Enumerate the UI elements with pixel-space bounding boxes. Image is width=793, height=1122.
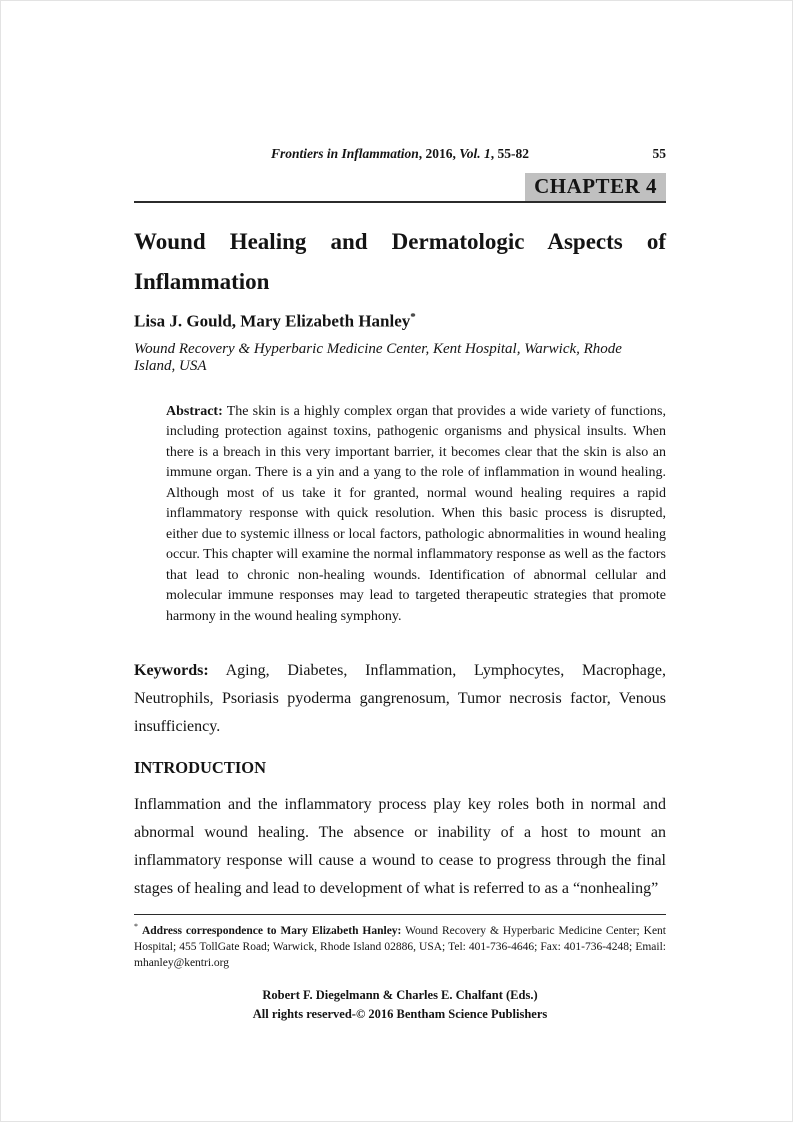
authors-names: Lisa J. Gould, Mary Elizabeth Hanley bbox=[134, 311, 411, 331]
chapter-title: Wound Healing and Dermatologic Aspects of Inflammation bbox=[134, 229, 666, 294]
journal-year: , 2016, bbox=[418, 146, 460, 161]
chapter-badge-row bbox=[134, 173, 666, 201]
section-heading-introduction: INTRODUCTION bbox=[134, 758, 267, 778]
page-content bbox=[134, 146, 666, 1024]
abstract-paragraph bbox=[166, 402, 666, 628]
keywords-text: Aging, Diabetes, Inflammation, Lymphocytes, Macrophage, Neutrophils, Psoriasis pyoderma gangrenosum, Tumor necrosis factor, Venous insufficiency. bbox=[134, 662, 666, 736]
journal-citation bbox=[271, 146, 529, 162]
chapter-badge: CHAPTER 4 bbox=[525, 173, 666, 201]
abstract-text: The skin is a highly complex organ that provides a wide variety of functions, including protection against toxins, pathogenic organisms and physical insults. When there is a breach in this very important barrier, it becomes clear that the skin is also an immune organ. There is a yin and a yang to the role of inflammation in wound healing. Although most of us take it for granted, normal wound healing requires a rapid inflammatory response with quick resolution. When this basic process is disrupted, either due to systemic illness or local factors, pathologic abnormalities in wound healing occur. This chapter will examine the normal inflammatory response as well as the factors that lead to chronic non-healing wounds. Identification of abnormal cellular and molecular immune responses may lead to targeted therapeutic strategies that promote harmony in the wound healing symphony. bbox=[166, 403, 666, 624]
journal-title: Frontiers in Inflammation bbox=[270, 146, 419, 161]
page-number: 55 bbox=[652, 146, 666, 161]
imprint-block bbox=[134, 986, 666, 1024]
footnote-label: Address correspondence to Mary Elizabeth Hanley: bbox=[141, 924, 402, 937]
footnote-rule bbox=[134, 914, 666, 915]
introduction-paragraph: Inflammation and the inflammatory process play key roles both in normal and abnormal wound healing. The absence or inability of a host to mount an inflammatory response will cause a wound to cease to progress through the final stages of healing and lead to development of what is referred to as a “nonhealing” bbox=[134, 796, 666, 898]
correspondence-footnote bbox=[134, 919, 666, 971]
imprint-editors: Robert F. Diegelmann & Charles E. Chalfant (Eds.) bbox=[262, 987, 538, 1002]
keywords-label: Keywords: bbox=[134, 662, 209, 680]
journal-volume: Vol. 1 bbox=[459, 146, 491, 161]
footnote-text: Wound Recovery & Hyperbaric Medicine Center; Kent Hospital; 455 TollGate Road; Warwick, Rhode Island 02886, USA; Tel: 401-736-4646; Fax: 401-736-4248; Email: mhanley@kentri.org bbox=[134, 924, 667, 969]
header-rule bbox=[134, 201, 666, 203]
abstract-label: Abstract: bbox=[166, 403, 223, 419]
correspondence-mark: * bbox=[410, 311, 416, 323]
footnote-mark: * bbox=[134, 922, 138, 932]
keywords-paragraph bbox=[134, 657, 666, 741]
affiliation-line: Wound Recovery & Hyperbaric Medicine Center, Kent Hospital, Warwick, Rhode Island, USA bbox=[134, 340, 622, 374]
journal-pages: , 55-82 bbox=[490, 146, 530, 161]
authors-line bbox=[134, 311, 666, 332]
running-head bbox=[134, 146, 666, 162]
imprint-rights: All rights reserved-© 2016 Bentham Science Publishers bbox=[252, 1006, 548, 1021]
